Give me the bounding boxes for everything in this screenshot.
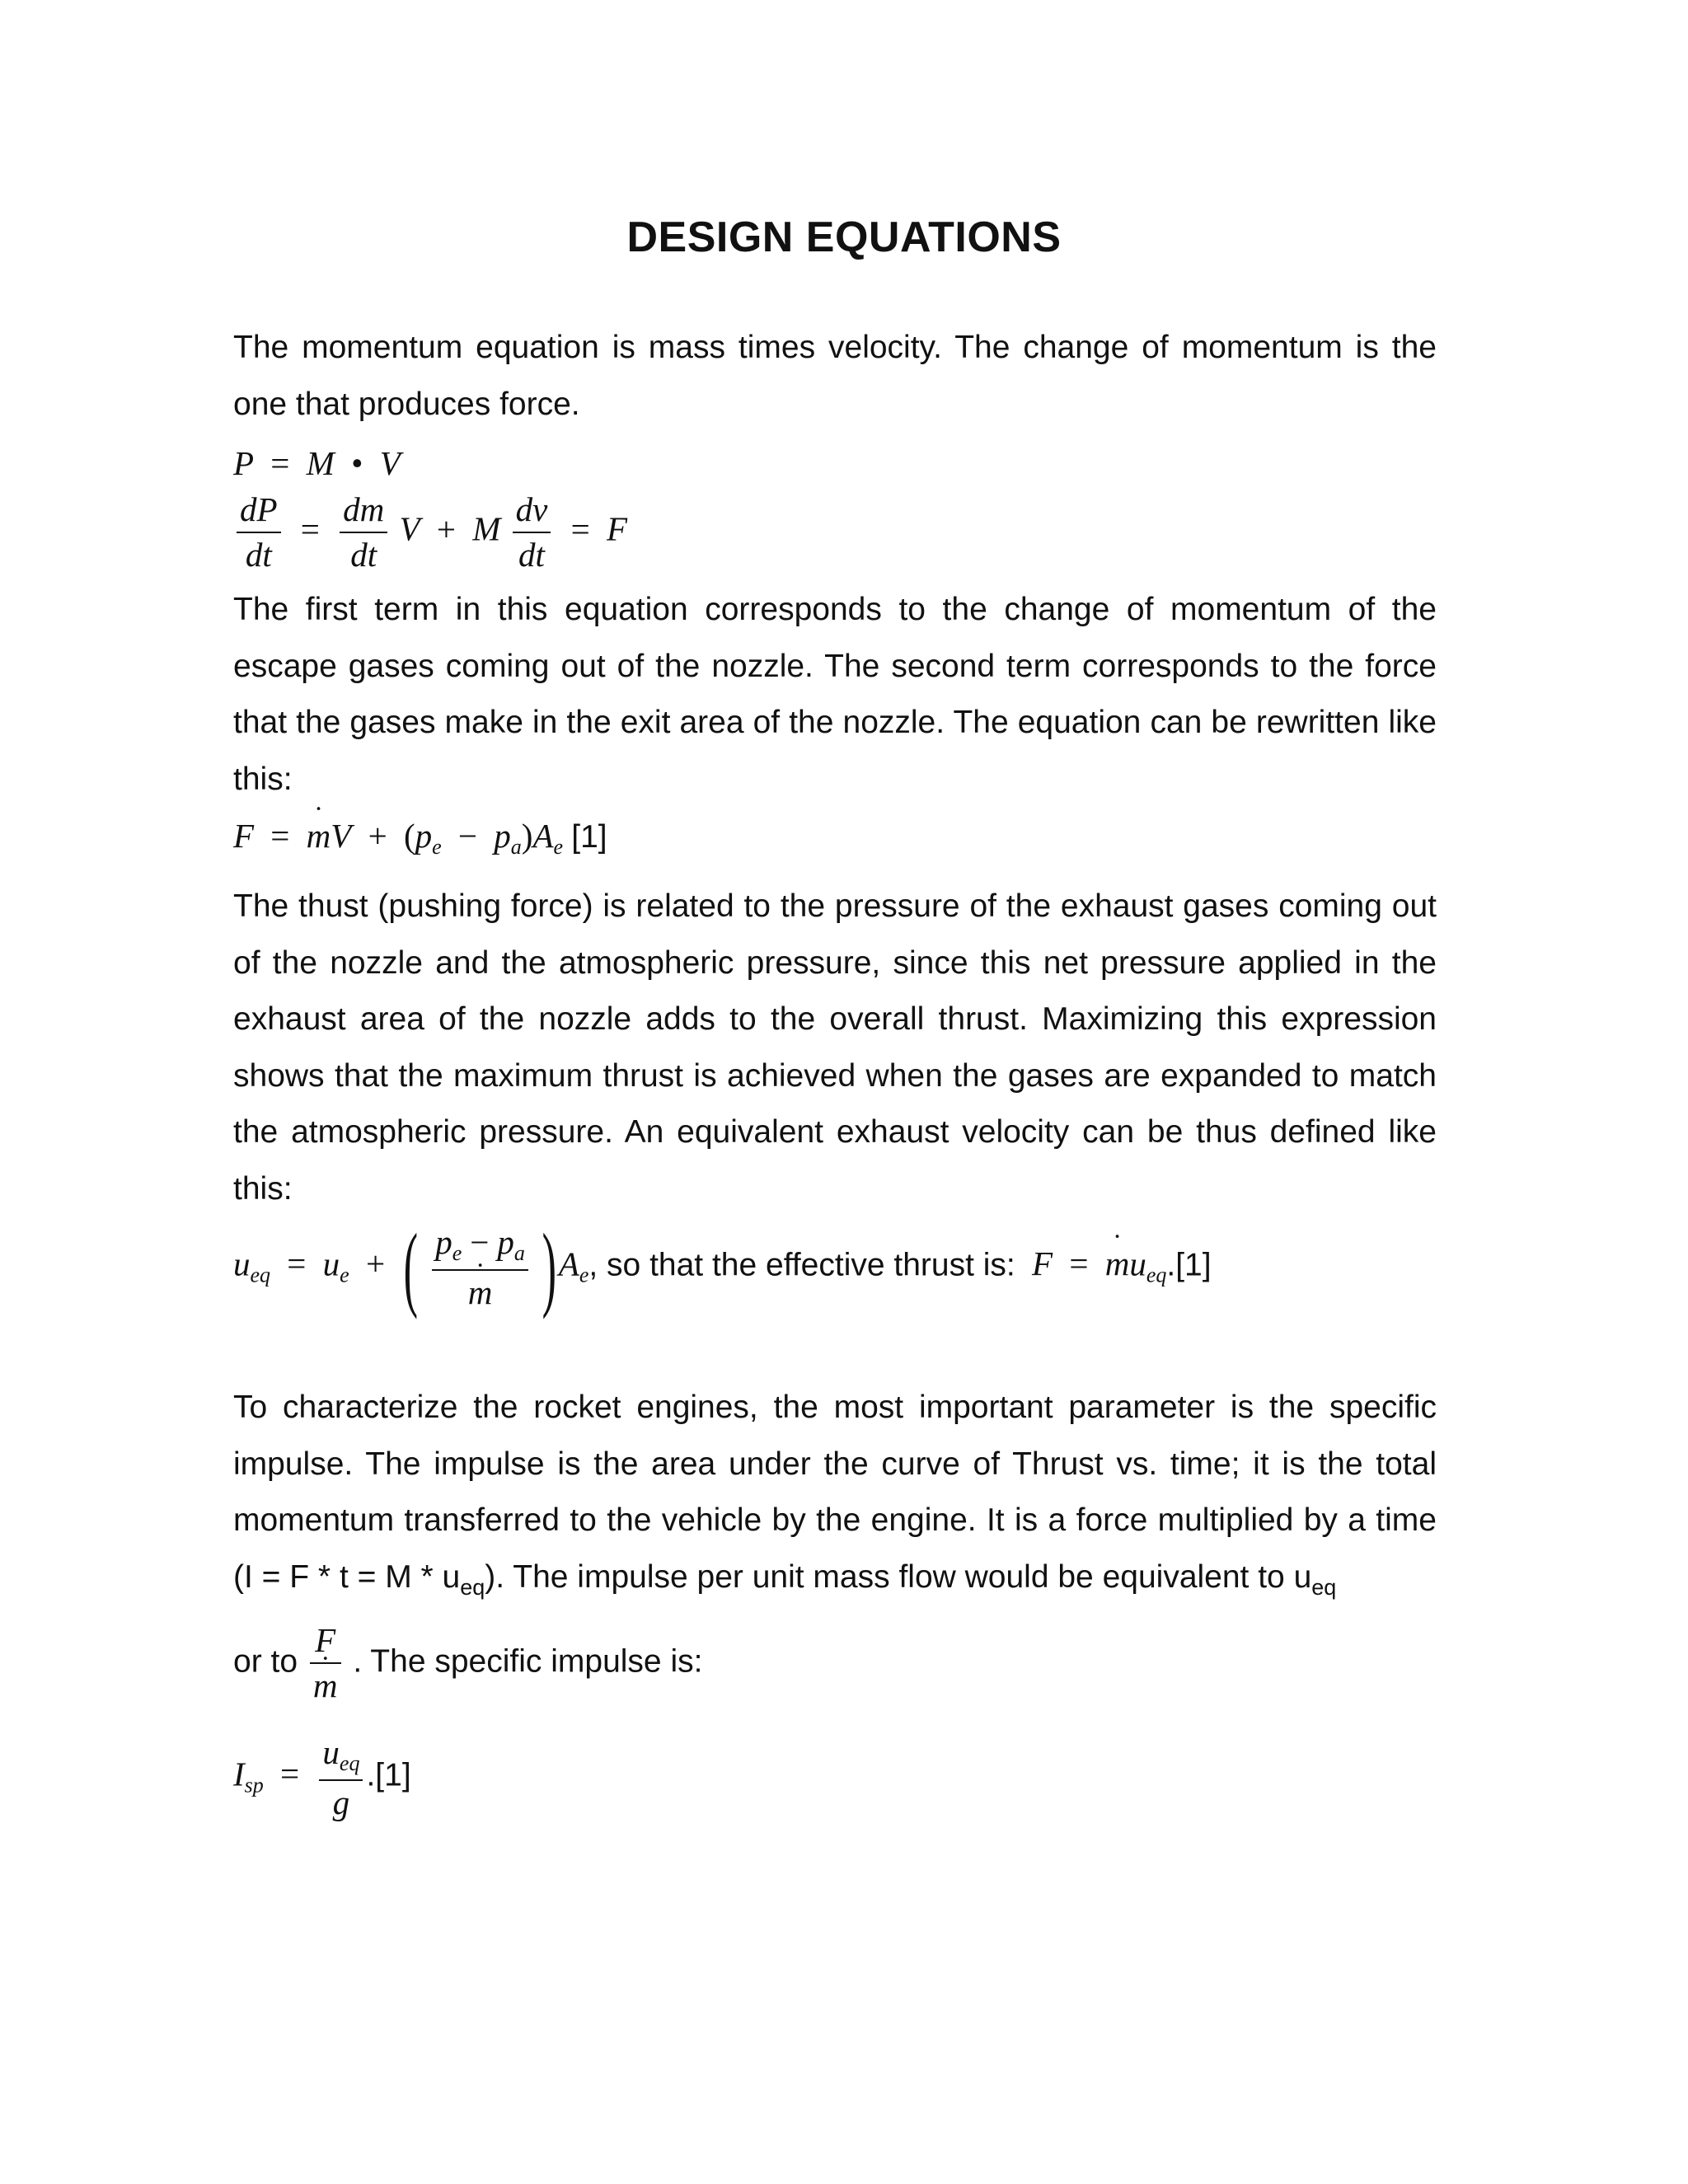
equation-thrust	[233, 816, 607, 860]
eq-operator: =	[570, 509, 590, 548]
eq-symbol: A	[558, 1244, 579, 1283]
eq-subscript: a	[513, 1241, 525, 1266]
eq-symbol: p	[494, 817, 511, 855]
fraction-numerator	[319, 1734, 363, 1781]
paren-open: (	[403, 817, 415, 855]
eq-operator: +	[368, 817, 387, 855]
eq-symbol: u	[1129, 1244, 1146, 1283]
eq-operator: =	[1069, 1244, 1089, 1283]
eq-operator: −	[470, 1223, 490, 1262]
page-title: DESIGN EQUATIONS	[626, 213, 1062, 261]
mass-flow-symbol: ˙ m	[313, 1667, 338, 1704]
eq-symbol: I	[233, 1755, 245, 1793]
eq-symbol: p	[415, 817, 433, 855]
eq-operator: =	[270, 444, 290, 482]
eq-symbol: V	[379, 444, 401, 482]
citation-ref: .[1]	[1166, 1247, 1212, 1283]
eq-subscript: eq	[1311, 1574, 1337, 1600]
eq-operator: +	[365, 1244, 386, 1283]
paragraph-text: ). The impulse per unit mass flow would be equivalent to u	[485, 1558, 1312, 1595]
fraction-dp-dt	[237, 491, 281, 574]
paragraph-specific-impulse	[233, 1380, 1437, 1615]
eq-subscript: eq	[460, 1574, 485, 1600]
fraction-denominator: dt	[350, 536, 377, 574]
equation-momentum	[233, 443, 401, 483]
eq-operator: =	[280, 1755, 300, 1793]
fraction-numerator: dm	[340, 491, 387, 533]
paren-close: )	[521, 817, 533, 855]
eq-operator: =	[270, 817, 290, 855]
eq-subscript: e	[579, 1263, 589, 1287]
citation-ref: .[1]	[366, 1757, 411, 1793]
eq-symbol: p	[497, 1223, 514, 1262]
eq-subscript: e	[432, 835, 442, 859]
inline-text: or to	[233, 1643, 298, 1680]
eq-symbol: F	[606, 509, 627, 548]
eq-subscript: a	[510, 835, 522, 859]
paragraph-thrust: The thust (pushing force) is related to the pressure of the exhaust gases coming out of the nozzle and the atmospheric pressure, since this net pressure applied in the exhaust area of the nozzle adds to the overall thrust. Maximizing this expression shows that the maximum thrust is achieved when the gases are expanded to match the atmospheric pressure. An equivalent exhaust velocity can be thus defined like this:	[233, 888, 1437, 1207]
eq-operator: =	[287, 1244, 307, 1283]
eq-symbol: F	[1032, 1244, 1053, 1283]
eq-symbol: V	[331, 817, 352, 855]
fraction-denominator: dt	[245, 536, 272, 574]
eq-symbol: V	[399, 509, 420, 548]
eq-symbol: u	[233, 1244, 251, 1283]
fraction-denominator	[310, 1664, 341, 1704]
eq-symbol: A	[532, 817, 554, 855]
fraction-dm-dt	[340, 491, 387, 574]
fraction-numerator: F	[310, 1622, 341, 1664]
fraction-dv-dt	[513, 491, 551, 574]
inline-text: . The specific impulse is:	[353, 1643, 703, 1680]
eq-operator: =	[300, 509, 320, 548]
eq-symbol: P	[233, 444, 255, 482]
fraction-denominator: g	[332, 1783, 350, 1821]
eq-symbol: M	[306, 444, 335, 482]
line-or-to	[233, 1622, 702, 1704]
mass-flow-symbol: ˙ m	[1105, 1244, 1130, 1283]
eq-subscript: e	[553, 835, 564, 859]
eq-operator: •	[351, 444, 363, 482]
eq-subscript: eq	[250, 1263, 271, 1287]
paragraph-momentum: The momentum equation is mass times velocity. The change of momentum is the one that produces force.	[233, 330, 1437, 422]
paragraph-first-term: The first term in this equation corresponds to the change of momentum of the escape gases coming out of the nozzle. The second term corresponds to the force that the gases make in the exit area of the nozzle. The equation can be rewritten like this:	[233, 592, 1437, 797]
fraction-ueq-over-g	[319, 1734, 363, 1821]
citation-ref: [1]	[571, 819, 607, 855]
eq-symbol: p	[435, 1223, 452, 1262]
inline-text: , so that the effective thrust is:	[588, 1247, 1015, 1283]
mass-flow-symbol: ˙ m	[468, 1274, 493, 1311]
fraction-pressure-over-mdot	[432, 1224, 528, 1311]
fraction-numerator: dP	[237, 491, 281, 533]
eq-operator: +	[436, 509, 456, 548]
eq-subscript: eq	[1146, 1263, 1167, 1287]
equation-equivalent-velocity	[233, 1215, 1212, 1320]
paragraph-text: To characterize the rocket engines, the most important parameter is the specific impulse. The impulse is the area under the curve of Thrust vs. time; it is the total momentum transferred to the vehicle by the engine. It is a force multiplied by a time (I = F * t = M * u	[233, 1390, 1437, 1595]
eq-subscript: eq	[339, 1751, 360, 1775]
equation-specific-impulse	[233, 1734, 411, 1821]
eq-subscript: sp	[244, 1773, 264, 1797]
fraction-denominator: dt	[518, 536, 545, 574]
fraction-numerator: dv	[513, 491, 551, 533]
fraction-f-over-mdot	[310, 1622, 341, 1704]
equation-momentum-derivative	[233, 491, 627, 574]
paren-close-large: )	[542, 1215, 557, 1320]
fraction-denominator	[432, 1271, 528, 1311]
eq-subscript: e	[452, 1241, 462, 1266]
eq-symbol: u	[322, 1244, 340, 1283]
eq-symbol: F	[233, 817, 255, 855]
mass-flow-symbol: ˙ m	[307, 816, 331, 855]
eq-symbol: u	[322, 1733, 340, 1771]
eq-symbol: M	[472, 509, 501, 548]
eq-operator: −	[457, 817, 478, 855]
paren-open-large: (	[403, 1215, 419, 1320]
eq-subscript: e	[340, 1263, 349, 1287]
